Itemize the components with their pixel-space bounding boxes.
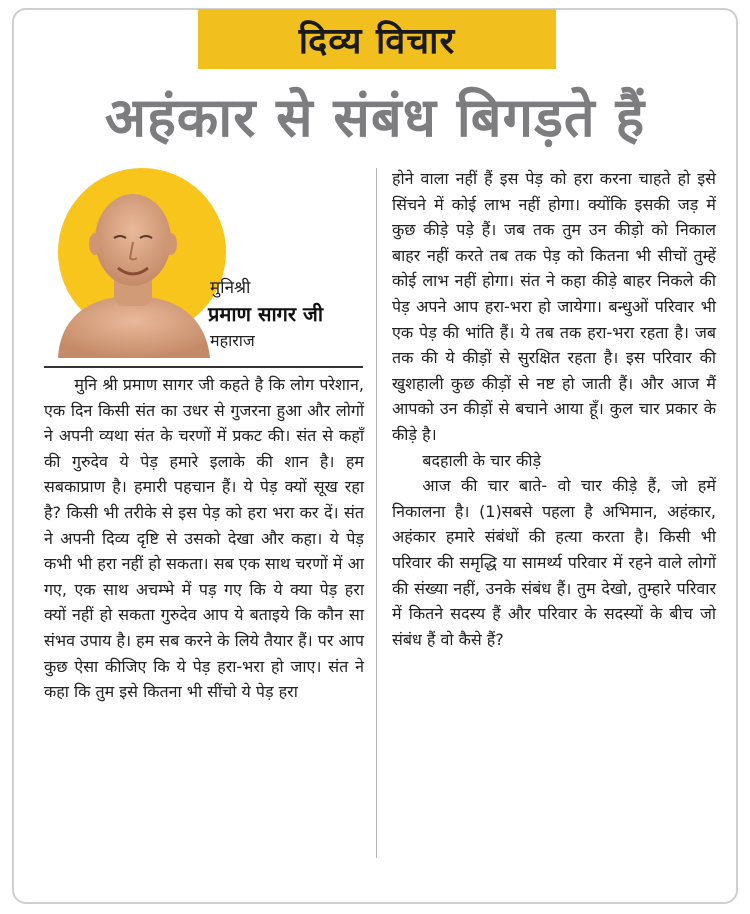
section-subheading: बदहाली के चार कीड़े	[422, 450, 542, 470]
article-paragraph: आज की चार बाते- वो चार कीड़े हैं, जो हमें निकालना है। (1)सबसे पहला है अभिमान, अहंकार, अहंकार हमारे संबंधों की हत्या करता है। किसी भी परिवार की समृद्धि या सामर्थ्य परिवार में रहने वाले लोगों की संख्या नहीं, उनके संबंध हैं। तुम देखो, तुम्हारे परिवार में कितने सदस्य हैं और परिवार के सदस्यों के बीच जो संबंध हैं वो कैसे हैं?	[392, 476, 716, 649]
author-title: मुनिश्री	[210, 278, 251, 298]
article-paragraph: मुनि श्री प्रमाण सागर जी कहते है कि लोग परेशान, एक दिन किसी संत का उधर से गुजरना हुआ और लोगों ने अपनी व्यथा संत के चरणों में प्रकट की। संत से कहाँ की गुरुदेव ये पेड़ हमारे इलाके की शान है। हम सबकाप्राण है। हमारी पहचान हैं। ये पेड़ क्यों सूख रहा है? किसी भी तरीके से इस पेड़ को हरा भरा कर दें। संत ने अपनी दिव्य दृष्टि से उसको देखा और कहा। ये पेड़ कभी भी हरा नहीं हो सकता। सब एक साथ चरणों में आ गए, एक साथ अचम्भे में पड़ गए कि ये क्या पेड़ हरा क्यों नहीं हो सकता गुरुदेव आप ये बताइये कि कौन सा संभव उपाय है। हम सब करने के लिये तैयार हैं। पर आप कुछ ऐसा कीजिए कि ये पेड़ हरा-भरा हो जाए। संत ने कहा कि तुम इसे कितना भी सींचो ये पेड़ हरा	[44, 375, 364, 702]
article-column-left	[44, 372, 364, 705]
author-block	[48, 168, 368, 368]
column-divider	[376, 168, 377, 858]
author-name: प्रमाण सागर जी	[208, 302, 324, 326]
column-banner	[198, 9, 556, 69]
author-divider	[44, 366, 363, 368]
banner-title: दिव्य विचार	[298, 20, 456, 62]
author-suffix: महाराज	[210, 331, 255, 350]
article-column-right	[392, 166, 716, 652]
article-headline: अहंकार से संबंध बिगड़ते हैं	[104, 86, 646, 149]
author-portrait	[48, 168, 218, 358]
article-paragraph: होने वाला नहीं हैं इस पेड़ को हरा करना चाहते हो इसे सिंचने में कोई लाभ नहीं होगा। क्योंकि इसकी जड़ में कुछ कीड़े पड़े हैं। जब तक तुम उन कीड़ो को निकाल बाहर नहीं करते तब तक पेड़ को कितना भी सीचों तुम्हें कोई लाभ नहीं होगा। संत ने कहा कीड़े बाहर निकले की पेड़ अपने आप हरा-भरा हो जायेगा। बन्धुओं परिवार भी एक पेड़ की भांति हैं। ये तब तक हरा-भरा रहता है। जब तक की ये कीड़ों से सुरक्षित रहता है। इस परिवार की खुशहाली कुछ कीड़ों से नष्ट हो जाती हैं। और आज मैं आपको उन कीड़ों से बचाने आया हूँ। कुल चार प्रकार के कीड़े है।	[392, 169, 716, 444]
